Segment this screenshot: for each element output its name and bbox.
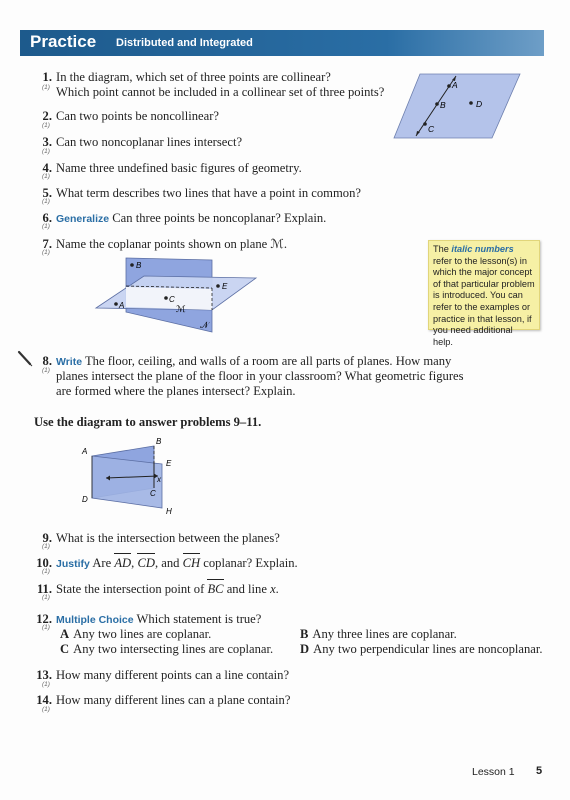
point-b (130, 263, 134, 267)
diagram-intersecting-planes (78, 436, 188, 518)
q3-text: Can two noncoplanar lines intersect? (56, 135, 243, 149)
header-title: Practice (30, 32, 97, 51)
q12-tag: Multiple Choice (56, 614, 134, 626)
q13-lesson: (1) (42, 681, 50, 688)
label-a: A (452, 80, 458, 90)
lesson-note (428, 240, 540, 347)
q7-lesson: (1) (42, 249, 50, 256)
footer-lesson: Lesson 1 (472, 766, 515, 778)
q11-post: . (275, 582, 279, 596)
q9-number: 9. (42, 531, 52, 545)
q10-sep2: , and (154, 556, 180, 570)
note-emphasis: italic numbers (451, 244, 514, 254)
point-a (114, 302, 118, 306)
q11-var: x (270, 582, 276, 596)
header-subtitle: Distributed and Integrated (116, 37, 253, 49)
q11-line (56, 581, 279, 597)
q11-number: 11. (36, 582, 52, 596)
q9-text: What is the intersection between the planes? (56, 531, 280, 545)
q8-line3: are formed where the planes intersect? Explain. (56, 384, 296, 398)
q10-number: 10. (36, 556, 52, 570)
q12-line (56, 611, 261, 628)
q1-lesson: (1) (42, 84, 50, 91)
label-h: H (166, 507, 172, 516)
diagram-intro: Use the diagram to answer problems 9–11. (34, 415, 262, 429)
label-plane-n: 𝒩 (200, 320, 209, 330)
point-d (469, 101, 473, 105)
q8-number: 8. (42, 354, 52, 368)
q6-tag: Generalize (56, 213, 110, 225)
line-bc: BC (207, 582, 224, 596)
q6-line (56, 210, 326, 227)
q7-number: 7. (42, 237, 52, 251)
pencil-icon (16, 350, 34, 368)
q14-text: How many different lines can a plane contain? (56, 693, 291, 707)
q10-pre: Are (92, 556, 112, 570)
q12-number: 12. (36, 612, 52, 626)
q12-option-c: C Any two intersecting lines are coplanar. (60, 642, 274, 656)
q7-text: Name the coplanar points shown on plane ℳ. (56, 237, 288, 251)
q3-lesson: (1) (42, 148, 50, 155)
note-pre: The (433, 244, 449, 254)
q5-number: 5. (42, 186, 52, 200)
diagram-plane-collinear (392, 72, 522, 140)
point-a (447, 84, 451, 88)
q2-text: Can two points be noncollinear? (56, 109, 219, 123)
q4-lesson: (1) (42, 173, 50, 180)
q8-line2: planes intersect the plane of the floor in your classroom? What geometric figures (56, 369, 464, 383)
label-plane-m: ℳ (176, 304, 186, 314)
q2-lesson: (1) (42, 122, 50, 129)
q10-post: coplanar? Explain. (203, 556, 298, 570)
point-b (435, 102, 439, 106)
q4-number: 4. (42, 161, 52, 175)
point-c (423, 122, 427, 126)
q14-lesson: (1) (42, 706, 50, 713)
q10-tag: Justify (56, 558, 90, 570)
q12-option-d: D Any two perpendicular lines are noncoplanar. (300, 642, 543, 656)
label-e: E (222, 282, 228, 291)
label-e: E (166, 459, 172, 468)
line-ad: AD (114, 556, 132, 570)
label-d: D (476, 99, 483, 109)
label-b: B (156, 437, 162, 446)
q1-line2: Which point cannot be included in a collinear set of three points? (56, 85, 385, 99)
q6-text: Can three points be noncoplanar? Explain. (112, 211, 327, 225)
q6-number: 6. (42, 211, 52, 225)
point-c (164, 296, 168, 300)
q10-sep1: , (131, 556, 135, 570)
line-ch: CH (182, 556, 201, 570)
label-c: C (150, 489, 156, 498)
q2-number: 2. (42, 109, 52, 123)
q12-option-b: B Any three lines are coplanar. (300, 627, 457, 641)
label-x: x (157, 475, 161, 484)
q5-lesson: (1) (42, 198, 50, 205)
q12-text: Which statement is true? (136, 612, 262, 626)
q11-mid: and line (226, 582, 267, 596)
point-e (216, 284, 220, 288)
label-a: A (119, 301, 125, 310)
line-cd: CD (137, 556, 155, 570)
practice-header (20, 30, 544, 56)
q13-text: How many different points can a line contain? (56, 668, 290, 682)
q6-lesson: (1) (42, 223, 50, 230)
q1-number: 1. (42, 70, 52, 84)
label-b: B (136, 261, 142, 270)
label-d: D (82, 495, 88, 504)
q10-line (56, 555, 298, 572)
q11-pre: State the intersection point of (56, 582, 205, 596)
diagram-two-planes (94, 256, 260, 336)
note-rest: refer to the lesson(s) in which the major concept of that particular problem is introduced. You can refer to the examples or practice in that lesson, if you need additional help. (433, 255, 535, 347)
label-c: C (169, 295, 175, 304)
page-number: 5 (536, 765, 543, 777)
q1-line1: In the diagram, which set of three points are collinear? (56, 70, 331, 84)
q8-tag: Write (56, 356, 83, 368)
q13-number: 13. (36, 668, 52, 682)
q3-number: 3. (42, 135, 52, 149)
q12-lesson: (1) (42, 624, 50, 631)
label-c: C (428, 124, 435, 134)
q8-lesson: (1) (42, 367, 50, 374)
plane-front-shape (92, 456, 162, 508)
q14-number: 14. (36, 693, 52, 707)
q12-option-a: A Any two lines are coplanar. (60, 627, 212, 641)
q5-text: What term describes two lines that have a point in common? (56, 186, 361, 200)
q8-text1: The floor, ceiling, and walls of a room are all parts of planes. How many (84, 354, 452, 368)
label-b: B (440, 100, 446, 110)
q4-text: Name three undefined basic figures of geometry. (56, 161, 302, 175)
q9-lesson: (1) (42, 543, 50, 550)
label-a: A (82, 447, 88, 456)
q10-lesson: (1) (42, 568, 50, 575)
q11-lesson: (1) (42, 594, 50, 601)
